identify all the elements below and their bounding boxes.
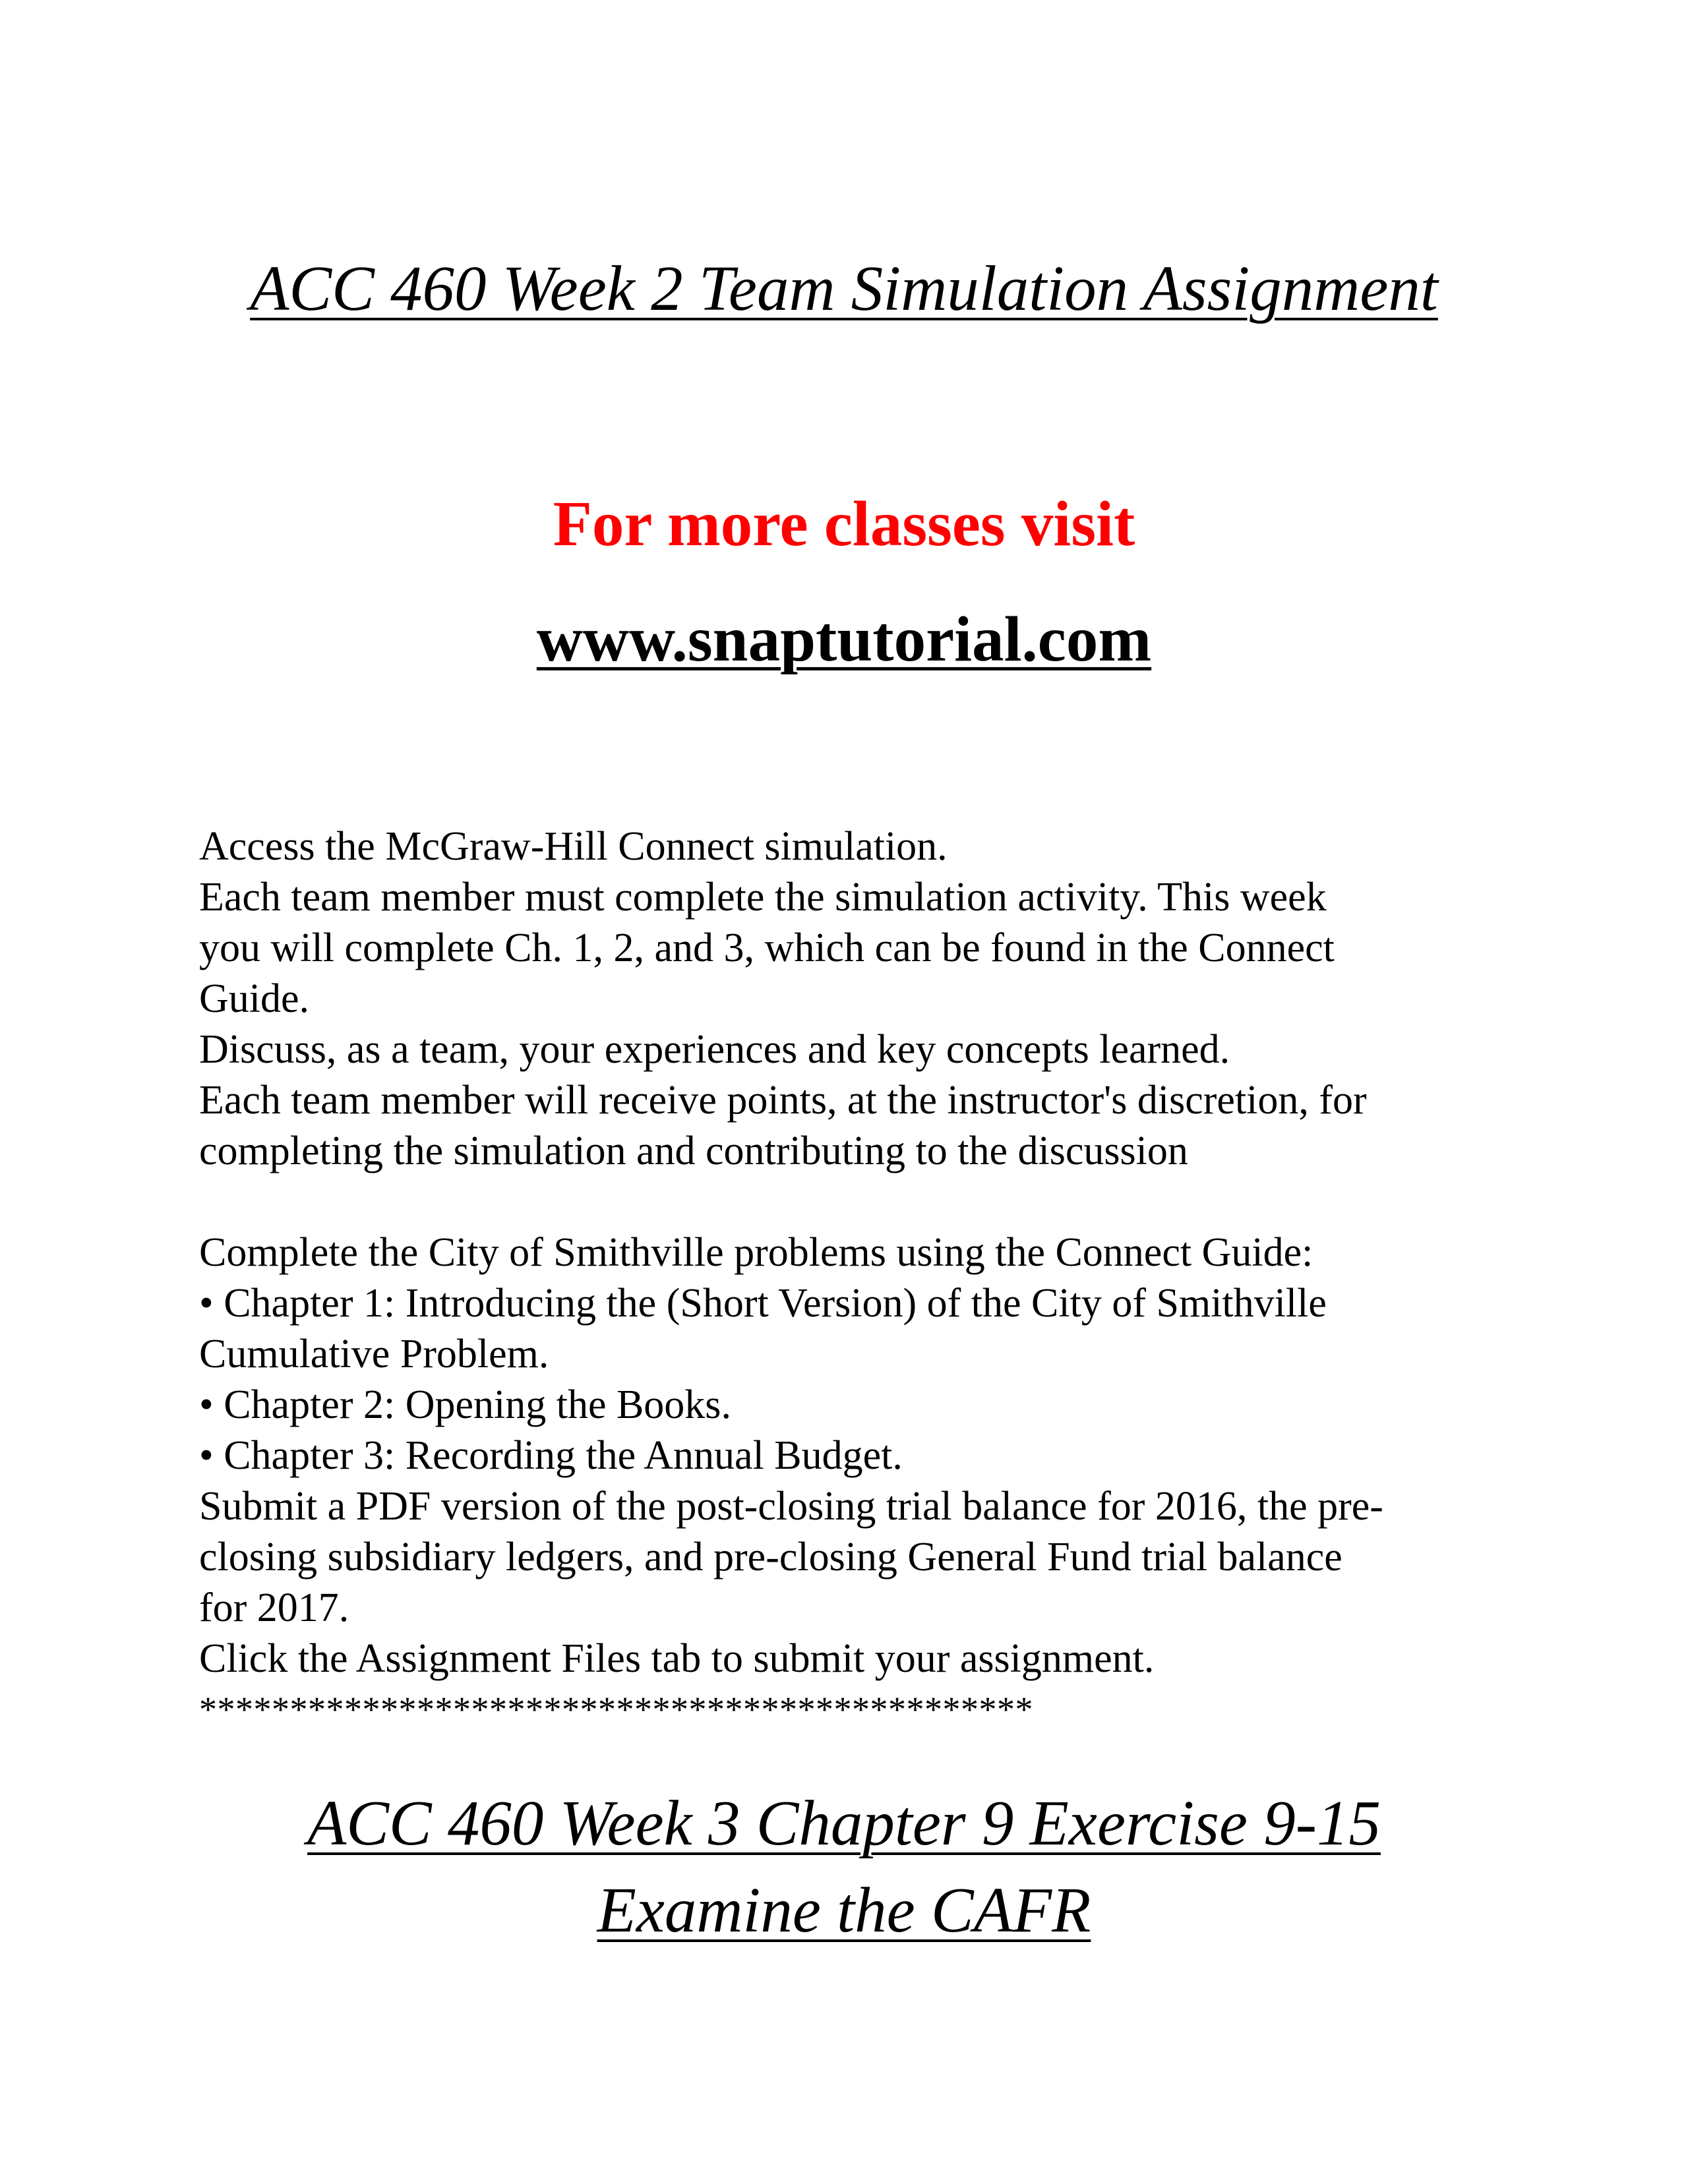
- paragraph-gap: [199, 1177, 1518, 1227]
- next-title-line-2: Examine the CAFR: [597, 1875, 1091, 1945]
- body-line: completing the simulation and contributing to the discussion: [199, 1129, 1188, 1173]
- promo-link[interactable]: www.snaptutorial.com: [536, 604, 1152, 674]
- assignment-body: [199, 821, 1518, 1735]
- bullet-item: • Chapter 2: Opening the Books.: [199, 1382, 731, 1427]
- next-title-line-1: ACC 460 Week 3 Chapter 9 Exercise 9-15: [307, 1788, 1381, 1858]
- bullet-item: • Chapter 1: Introducing the (Short Version) of the City of Smithville: [199, 1281, 1327, 1326]
- promo-text: For more classes visit: [553, 488, 1135, 559]
- page-title: ACC 460 Week 2 Team Simulation Assignment: [250, 253, 1438, 324]
- separator-stars: **********************************************: [199, 1690, 1033, 1729]
- next-section-title: [0, 1780, 1688, 1954]
- body-line: Cumulative Problem.: [199, 1332, 549, 1376]
- body-line: Guide.: [199, 976, 310, 1021]
- body-line: Each team member will receive points, at the instructor's discretion, for: [199, 1078, 1367, 1123]
- body-line: for 2017.: [199, 1585, 349, 1630]
- body-line: you will complete Ch. 1, 2, and 3, which can be found in the Connect: [199, 926, 1335, 970]
- body-line: Submit a PDF version of the post-closing trial balance for 2016, the pre-: [199, 1484, 1383, 1529]
- body-line: Discuss, as a team, your experiences and key concepts learned.: [199, 1027, 1230, 1072]
- body-line: closing subsidiary ledgers, and pre-closing General Fund trial balance: [199, 1535, 1342, 1579]
- body-line: Access the McGraw-Hill Connect simulation.: [199, 824, 948, 869]
- bullet-item: • Chapter 3: Recording the Annual Budget.: [199, 1433, 903, 1478]
- body-line: Click the Assignment Files tab to submit your assignment.: [199, 1636, 1155, 1681]
- body-line: Complete the City of Smithville problems using the Connect Guide:: [199, 1230, 1313, 1275]
- body-line: Each team member must complete the simulation activity. This week: [199, 875, 1327, 920]
